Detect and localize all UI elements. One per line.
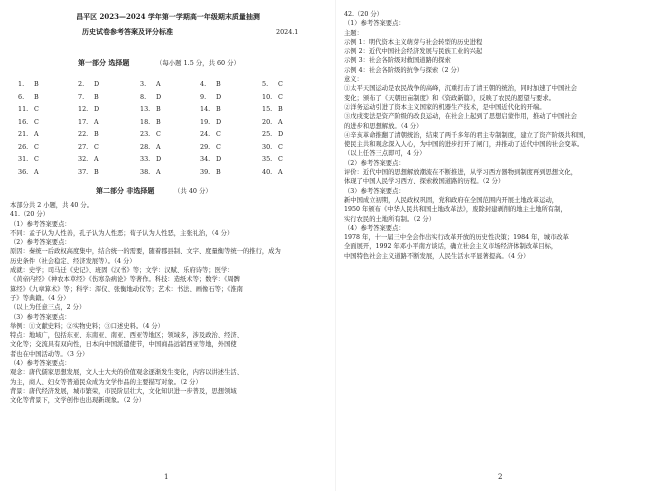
answer-letter: B	[216, 80, 221, 88]
text-line: 示例 1：明代资本主义萌芽与社会转型的历史进程	[344, 38, 483, 46]
question-number: 20.	[262, 117, 273, 126]
question-number: 36.	[18, 167, 29, 176]
text-line: （以上为任意三点，2 分）	[10, 304, 86, 312]
question-number: 24.	[200, 130, 211, 138]
answer-letter: B	[94, 92, 99, 101]
question-number: 17.	[78, 117, 89, 126]
answer-row	[18, 80, 328, 93]
text-line: ①太平天国运动是农民战争的高峰，沉重打击了清王朝的统治，同时加速了中国社会	[344, 85, 577, 93]
answer-letter: C	[278, 80, 283, 88]
answer-letter: D	[94, 80, 100, 88]
question-number: 3.	[140, 80, 147, 88]
text-line: 成就：史学；司马迁《史记》、班固《汉书》等；文学：汉赋、乐府诗等；医学：	[10, 267, 234, 275]
text-line: 示例 2：近代中国社会经济发展与民族工业的兴起	[344, 48, 483, 56]
answer-letter: B	[278, 105, 283, 113]
answer-letter: C	[278, 142, 283, 151]
question-number: 30.	[262, 142, 273, 151]
question-number: 2.	[78, 80, 85, 88]
answer-letter: A	[278, 167, 283, 176]
text-line: 本部分共 2 小题，共 40 分。	[10, 202, 93, 209]
answer-letter: A	[156, 80, 161, 88]
answer-letter: B	[156, 105, 161, 113]
answer-row	[18, 130, 328, 143]
page2-body	[344, 10, 664, 261]
text-line: 示例 3：社会各阶级对救国道路的探索	[344, 57, 451, 65]
answer-letter: B	[34, 92, 39, 101]
question-number: 18.	[140, 117, 151, 126]
answer-row	[18, 155, 328, 168]
part1-heading: 第一部分 选择题	[78, 58, 130, 67]
question-number: 26.	[18, 142, 29, 151]
question-number: 12.	[78, 105, 89, 113]
answer-letter: C	[34, 105, 39, 113]
question-number: 8.	[140, 92, 147, 101]
text-line: 使民主共和观念深入人心，为中国的进步打开了闸门，并推动了近代中国的社会变革。	[344, 141, 584, 149]
answer-letter: B	[34, 80, 39, 88]
text-line: 原因：秦统一后政权高度集中，结合统一的需要，随着郡县制、文字、度量衡等统一的推行，成为	[10, 248, 281, 256]
answer-letter: B	[216, 105, 221, 113]
answer-letter: B	[216, 167, 221, 176]
question-number: 4.	[200, 80, 207, 88]
answer-letter: D	[156, 92, 162, 101]
answer-letter: C	[34, 155, 39, 163]
answer-row	[18, 168, 328, 181]
answer-row	[18, 118, 328, 131]
text-line: 1978 年，十一届三中全会作出实行改革开放的历史性决策；1984 年，城市改革	[344, 234, 569, 242]
answer-letter: D	[94, 105, 100, 113]
document-title: 昌平区 2023—2024 学年第一学期高一年级期末质量抽测	[76, 12, 260, 21]
question-number: 23.	[140, 130, 151, 138]
text-line: 意义：	[344, 76, 363, 84]
text-line: （2）参考答案要点：	[344, 159, 405, 167]
question-number: 34.	[200, 155, 211, 163]
answer-letter: C	[94, 142, 99, 151]
page-number: 2	[498, 473, 503, 481]
text-line: （1）参考答案要点：	[10, 220, 71, 228]
text-line: 的进步和思想解放。（4 分）	[344, 122, 423, 130]
question-number: 11.	[18, 105, 29, 113]
question-number: 21.	[18, 130, 29, 138]
text-line: 文化等背景下，文学创作也出现新现象。（2 分）	[10, 397, 146, 405]
text-line: 特点：地域广，包括东亚、东南亚、南亚、西亚等地区；领域多，涉及政治、经济、	[10, 332, 243, 340]
document-date: 2024.1	[276, 28, 299, 36]
answer-letter: B	[94, 130, 99, 138]
answer-row	[18, 105, 328, 118]
question-number: 16.	[18, 117, 29, 126]
answer-letter: C	[34, 142, 39, 151]
question-number: 33.	[140, 155, 151, 163]
answer-letter: B	[94, 167, 99, 176]
text-line: （4）参考答案要点：	[10, 360, 71, 368]
text-line: （1）参考答案要点：	[344, 20, 405, 28]
answer-letter: C	[216, 142, 221, 151]
answer-letter: A	[34, 167, 39, 176]
answer-letter: C	[278, 92, 283, 101]
text-line: 历史条件（社会稳定、经济发展等）。（4 分）	[10, 257, 136, 265]
question-number: 22.	[78, 130, 89, 138]
text-line: （3）参考答案要点：	[344, 187, 405, 195]
part2-note: （共 40 分）	[174, 187, 212, 195]
text-line: 变化；颁布了《天朝田亩制度》和《资政新篇》，反映了农民的愿望与要求。	[344, 94, 555, 102]
question-number: 38.	[140, 167, 151, 176]
question-number: 14.	[200, 105, 211, 113]
page1-body	[10, 201, 328, 406]
text-line: 实行农民的土地所有制。（2 分）	[344, 215, 436, 223]
text-line: 全面展开，1992 年邓小平南方谈话，确立社会主义市场经济体制改革目标，	[344, 243, 558, 251]
text-line: （4）参考答案要点：	[344, 224, 405, 232]
text-line: 文化等；交流具有双向性，日本向中国派遣使节，中国商品远销西亚等地，外国使	[10, 341, 237, 349]
text-line: 体现了中国人民学习西方、探索救国道路的历程。（2 分）	[344, 178, 505, 186]
question-number: 13.	[140, 105, 151, 113]
answer-letter: A	[34, 130, 39, 138]
question-number: 28.	[140, 142, 151, 151]
answer-letter: C	[278, 155, 283, 163]
part1-note: （每小题 1.5 分，共 60 分）	[156, 59, 240, 67]
text-line: 不同：孟子认为人性善，孔子认为人性恶；荀子认为人性恶，主张礼治，（4 分）	[10, 229, 234, 237]
question-number: 15.	[262, 105, 273, 113]
question-number: 40.	[262, 167, 273, 176]
answer-letter: A	[94, 155, 99, 163]
answer-letter: C	[216, 130, 221, 138]
answer-letter: A	[156, 167, 161, 176]
answer-letter: D	[278, 130, 284, 138]
text-line: 为主，商人、妇女等普通民众成为文学作品的主要描写对象。（2 分）	[10, 378, 202, 386]
text-line: 背景：唐代经济发展，城市繁荣，市民阶层壮大，文化知识进一步普及，思想领域	[10, 387, 237, 395]
answer-letter: D	[216, 92, 222, 101]
question-number: 31.	[18, 155, 29, 163]
text-line: ②洋务运动引进了资本主义国家的机器生产技术，是中国近代化的开端。	[344, 103, 546, 111]
text-line: 评价：近代中国的思想解放潮流在不断推进，从学习西方器物到制度再到思想文化，	[344, 169, 577, 177]
text-line: 举例：①文献史料；②实物史料；③口述史料。（4 分）	[10, 322, 164, 330]
text-line: 子》等典籍。（4 分）	[10, 294, 70, 302]
question-number: 29.	[200, 142, 211, 151]
question-number: 5.	[262, 80, 269, 88]
text-line: 中国特色社会主义道路不断发展，人民生活水平显著提高。（4 分）	[344, 252, 530, 260]
question-number: 1.	[18, 80, 25, 88]
answer-letter: B	[156, 117, 161, 126]
page-2	[336, 0, 671, 491]
question-number: 37.	[78, 167, 89, 176]
text-line: 者也在中国活动等。（3 分）	[10, 350, 89, 358]
text-line: 41.（20 分）	[10, 211, 49, 219]
text-line: （以上任答三点即可，4 分）	[344, 150, 426, 158]
question-number: 27.	[78, 142, 89, 151]
question-number: 6.	[18, 92, 25, 101]
page-number: 1	[164, 473, 169, 481]
text-line: ④辛亥革命推翻了清朝统治，结束了两千多年的君主专制制度，建立了资产阶级共和国，	[344, 131, 590, 139]
text-line: （3）参考答案要点：	[10, 313, 71, 321]
answer-row	[18, 143, 328, 156]
text-line: 42.（20 分）	[344, 11, 383, 18]
question-number: 10.	[262, 92, 273, 101]
question-number: 39.	[200, 167, 211, 176]
answer-letter: A	[94, 117, 99, 126]
answer-letter: D	[156, 155, 162, 163]
text-line: ③戊戌变法是资产阶级的改良运动，在社会上起到了思想启蒙作用，推动了中国社会	[344, 113, 577, 121]
answer-letter: C	[34, 117, 39, 126]
answer-letter: D	[216, 155, 222, 163]
question-number: 25.	[262, 130, 273, 138]
answer-letter: C	[156, 130, 161, 138]
question-number: 35.	[262, 155, 273, 163]
text-line: 观念：唐代儒家思想发展，文人士大夫的价值观念逐渐发生变化，内容以讲述生活、	[10, 369, 243, 377]
question-number: 32.	[78, 155, 89, 163]
text-line: （2）参考答案要点：	[10, 239, 71, 247]
text-line: 1950 年颁布《中华人民共和国土地改革法》，废除封建剥削的地主土地所有制，	[344, 206, 567, 214]
document-subtitle: 历史试卷参考答案及评分标准	[82, 27, 173, 36]
text-line: 算经》《九章算术》等；科学：浑仪、张衡地动仪等；艺术：书法、画像石等；《淮南	[10, 285, 243, 293]
answer-letter: D	[216, 117, 222, 126]
question-number: 19.	[200, 117, 211, 126]
text-line: 示例 4：社会各阶级的抗争与探索（2 分）	[344, 66, 464, 74]
question-number: 7.	[78, 92, 85, 101]
text-line: 主题：	[344, 29, 363, 37]
text-line: 新中国成立初期，人民政权巩固，党和政府在全国范围内开展土地改革运动，	[344, 196, 559, 204]
part2-heading: 第二部分 非选择题	[96, 186, 155, 195]
answer-letter: A	[156, 142, 161, 151]
answer-row	[18, 93, 328, 106]
answer-letter: A	[278, 117, 283, 126]
text-line: 《黄帝内经》《神农本草经》《伤寒杂病论》等著作。科技：造纸术等；数学：《周髀	[10, 276, 240, 284]
answer-grid	[18, 80, 328, 180]
question-number: 9.	[200, 92, 207, 101]
